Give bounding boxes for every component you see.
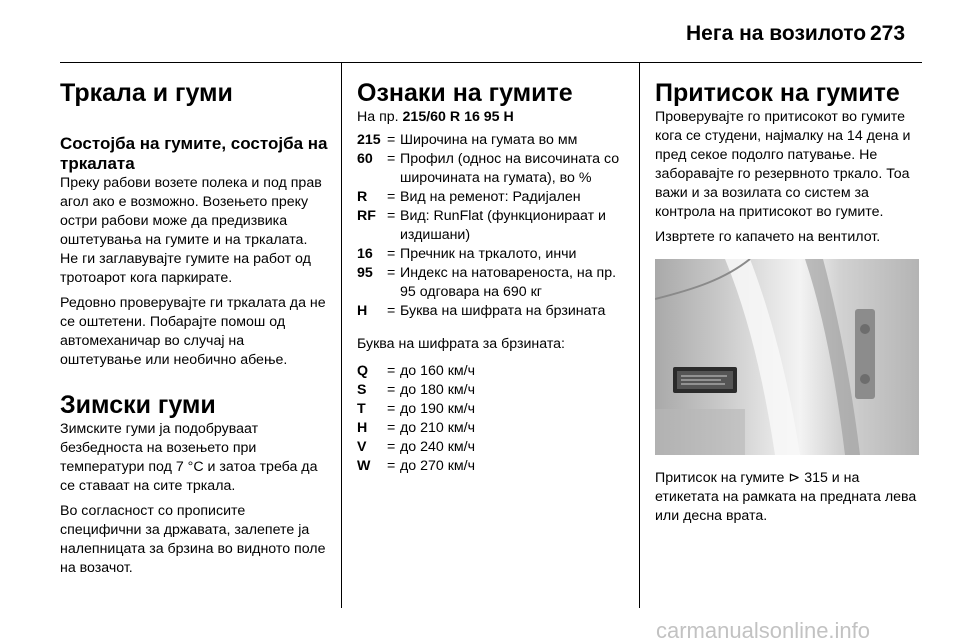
column-tyre-designations [357,78,627,476]
speed-code-definitions [357,362,627,476]
section-heading-wheels-tyres: Тркала и гуми [60,79,233,107]
column-wheels-and-tyres [60,78,328,578]
speed-equals: = [387,363,396,379]
column-divider-1 [341,62,342,608]
caption-text-end: 315 и на етикетата на рамката на предната лева или десна врата. [655,470,917,524]
def-equals: = [387,303,396,319]
subheading-tyre-condition: Состојба на гумите, состојба на тркалата [60,134,328,173]
paragraph-speed-sticker: Во согласност со прописите специфични за државата, залепете ја налепницата за брзина во видното поле на возачот. [60,503,326,576]
example-line [357,108,627,127]
speed-code-intro: Буква на шифрата за брзината: [357,336,566,352]
paragraph-valve-cap: Извртете го капачето на вентилот. [655,229,881,245]
caption-pressure-reference [655,469,925,526]
speed-desc: до 180 км/ч [400,382,476,398]
section-heading-winter-tyres: Зимски гуми [60,391,216,419]
def-desc: Вид на ременот: Радијален [400,189,581,205]
speed-term: S [357,382,367,398]
speed-desc: до 160 км/ч [400,363,476,379]
door-frame-illustration [655,259,919,455]
def-term: 16 [357,246,373,262]
speed-equals: = [387,382,396,398]
speed-term: H [357,420,368,436]
def-equals: = [387,151,396,167]
def-desc: Профил (однос на височината со широчината на гумата), во % [400,151,620,186]
speed-term: W [357,458,371,474]
speed-term: V [357,439,367,455]
def-term: H [357,303,368,319]
def-equals: = [387,208,396,224]
page-number: 273 [870,22,906,45]
def-desc: Пречник на тркалото, инчи [400,246,577,262]
designation-definitions [357,131,627,321]
speed-equals: = [387,401,396,417]
section-heading-tyre-designations: Ознаки на гумите [357,79,573,107]
example-prefix: На пр. [357,109,403,125]
column-tyre-pressure [655,78,925,526]
def-term: RF [357,208,376,224]
speed-equals: = [387,420,396,436]
def-desc: Вид: RunFlat (функционираат и издишани) [400,208,606,243]
section-heading-tyre-pressure: Притисок на гумите [655,79,900,107]
def-desc: Буква на шифрата на брзината [400,303,606,319]
speed-desc: до 240 км/ч [400,439,476,455]
speed-desc: до 210 км/ч [400,420,476,436]
def-term: 60 [357,151,373,167]
column-divider-2 [639,62,640,608]
speed-desc: до 270 км/ч [400,458,476,474]
header-rule [60,62,922,63]
speed-term: T [357,401,366,417]
def-equals: = [387,265,396,281]
def-desc: Индекс на натовареноста, на пр. 95 одговара на 690 кг [400,265,617,300]
def-term: 95 [357,265,373,281]
def-desc: Широчина на гумата во мм [400,132,578,148]
def-term: R [357,189,368,205]
speed-equals: = [387,439,396,455]
paragraph-winter-tyres: Зимските гуми ја подобруваат безбедноста на возењето при температури под 7 °C и затоа треба да се ставаат на сите тркала. [60,421,318,494]
def-equals: = [387,189,396,205]
cross-reference-arrow-icon: ⊳ [788,470,801,486]
example-code: 215/60 R 16 95 H [402,109,514,125]
paragraph-check-wheels: Редовно проверувајте ги тркалата да не се оштетени. Побарајте помош од автомеханичар во случај на оштетување или необично абење. [60,295,326,368]
door-frame-pressure-label-photo [655,259,919,455]
watermark: carmanualsonline.info [656,618,871,643]
def-term: 215 [357,132,381,148]
speed-desc: до 190 км/ч [400,401,476,417]
def-equals: = [387,132,396,148]
speed-equals: = [387,458,396,474]
paragraph-check-pressure: Проверувајте го притисокот во гумите кога се студени, најмалку на 14 дена и пред секое подолго патување. Не заборавајте го резервното тркало. Тоа важи и за возилата со систем за контрола на притисокот во гумите. [655,109,911,220]
def-equals: = [387,246,396,262]
speed-term: Q [357,363,369,379]
caption-text-start: Притисок на гумите [655,470,789,486]
running-header-title: Нега на возилото [686,22,867,45]
paragraph-driving-over-edges: Преку рабови возете полека и под прав агол ако е возможно. Возењето преку остри рабови може да предизвика оштетувања на гумите и на тркалата. Не ги заглавувајте гумите на работ од тротоарот кога паркирате. [60,175,322,286]
